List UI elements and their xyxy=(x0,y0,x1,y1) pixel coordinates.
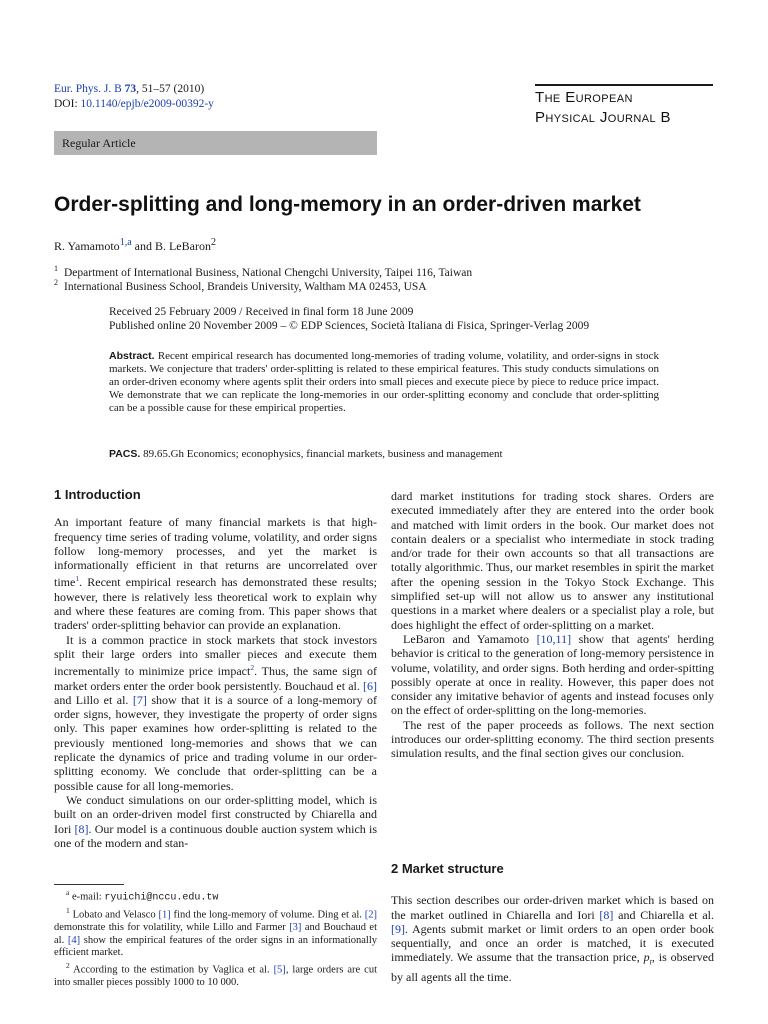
author-email: ryuichi@nccu.edu.tw xyxy=(104,892,219,904)
footnotes xyxy=(54,887,377,990)
author-list xyxy=(54,237,216,254)
footnote-1-ref[interactable]: 1 xyxy=(75,574,80,584)
pacs-label: PACS. xyxy=(109,448,141,460)
citation-8[interactable]: [8] xyxy=(74,821,89,836)
citation-block xyxy=(54,82,214,112)
doi-link[interactable]: 10.1140/epjb/e2009-00392-y xyxy=(80,98,214,110)
citation-8b[interactable]: [8] xyxy=(599,907,614,922)
section-2-heading: 2 Market structure xyxy=(391,861,504,876)
footnote-1: $^1$ Lobato and Velasco [1] find the long-memory of volume. Ding et al. [2] demonstrate this for volatility, while Lillo and Farmer [3] and Bouchaud et al. [4] show the empirical features of the order signs in an informationally efficient market. xyxy=(54,906,378,959)
footnote-a: $^a$ e-mail: ryuichi@nccu.edu.tw xyxy=(66,888,219,904)
citation-3[interactable]: [3] xyxy=(289,922,302,934)
left-column xyxy=(54,488,377,850)
pacs-text: 89.65.Gh Economics; econophysics, financial markets, business and management xyxy=(143,448,503,460)
journal-name-line1: The European xyxy=(535,89,633,106)
citation-4[interactable]: [4] xyxy=(67,934,81,946)
author-2-marks: 2 xyxy=(210,237,216,248)
received-dates: Received 25 February 2009 / Received in final form 18 June 2009 xyxy=(109,306,414,318)
doi-line: DOI: 10.1140/epjb/e2009-00392-y xyxy=(54,98,214,110)
author-1: R. Yamamoto xyxy=(54,239,120,253)
price-variable: p xyxy=(643,950,650,965)
intro-paragraph-2: It is a common practice in stock markets that stock investors split their large orders into smaller pieces and execute them incrementally to minimize price impact$^2$. Thus, the same sign of market orders enter the order book persistently. Bouchaud et al. [6] and Lillo et al. [7] show that it is a source of a long-memory of order signs, however, they investigate the property of order signs only. This paper examines how order-splitting is related to the previously mentioned long-memories and shows that we can replicate the dynamics of price and trading volume in our order-splitting economy. We conclude that order-splitting can be a possible cause for all long-memories. xyxy=(54,632,377,793)
intro-paragraph-4: LeBaron and Yamamoto [10,11] show that agents' herding behavior is critical to the generation of long-memory persistence in volume, volatility, and order signs. Both herding and order-spitting possibly operate at once in reality. However, this paper does not consider any imitative behavior of agents and instead focuses only on the effect of order-splitting on the long-memories. xyxy=(391,631,715,718)
citation-6[interactable]: [6] xyxy=(363,678,377,693)
citation-10-11[interactable]: [10,11] xyxy=(536,631,572,646)
author-2: and B. LeBaron xyxy=(134,239,211,253)
affiliation-1: $^1$ Department of International Business, National Chengchi University, Taipei 116, Taiwan xyxy=(54,264,473,279)
footnote-rule xyxy=(54,884,124,885)
published-line: Published online 20 November 2009 – © EDP Sciences, Società Italiana di Fisica, Springer-Verlag 2009 xyxy=(109,320,590,332)
citation-7[interactable]: [7] xyxy=(132,692,147,707)
market-paragraph-1: This section describes our order-driven market which is based on the market outlined in Chiarella and Iori [8] and Chiarella et al. [9]. Agents submit market or limit orders to an open order book sequentially, and once an order is matched, it is executed immediately. We assume that the transaction price, $p_t$, is observed by all agents all the time. xyxy=(391,893,714,985)
journal-rule xyxy=(535,84,713,86)
section-2 xyxy=(391,862,714,984)
intro-paragraph-1: An important feature of many financial markets is that high-frequency time series of trading volume, volatility, and order signs follow long-memory processes, and yet the market is informationally efficient in that returns are uncorrelated over time$^1$. Recent empirical research has demonstrated these results; however, there is relatively less theoretical work to explain why and where these features are coming from. This paper shows that traders' order-splitting behavior can provide an explanation. xyxy=(54,515,377,633)
abstract-label: Abstract. xyxy=(109,350,155,362)
affiliation-2: $^2$ International Business School, Brandeis University, Waltham MA 02453, USA xyxy=(54,278,427,293)
journal-reference xyxy=(54,82,214,97)
journal-name-line2: Physical Journal B xyxy=(535,109,671,126)
citation-5[interactable]: [5] xyxy=(273,964,286,976)
footnote-2-ref[interactable]: 2 xyxy=(250,663,255,673)
section-1-heading: 1 Introduction xyxy=(54,487,141,502)
journal-name xyxy=(535,88,671,128)
abstract-text: Recent empirical research has documented long-memories of trading volume, volatility, and order-signs in stock markets. We conjecture that traders' order-splitting is related to these empirical features. This study conducts simulations on an order-driven economy where agents split their orders into small pieces and execute piece by piece to reduce price impact. We demonstrate that we can replicate the long-memories in our order-splitting economy and conclude that order-splitting can be a possible cause for these empirical properties. xyxy=(109,350,660,414)
right-column xyxy=(391,489,714,761)
author-1-marks[interactable]: 1,a xyxy=(119,237,132,248)
citation-1[interactable]: [1] xyxy=(158,909,171,921)
intro-paragraph-3: We conduct simulations on our order-splitting model, which is built on an order-driven model first constructed by Chiarella and Iori [8]. Our model is a continuous double auction system which is one of the modern and stan- xyxy=(54,792,378,850)
article-type-banner: Regular Article xyxy=(54,131,377,155)
publication-dates xyxy=(109,305,589,333)
abstract xyxy=(109,350,659,415)
citation-9[interactable]: [9] xyxy=(391,921,405,936)
intro-paragraph-continued: dard market institutions for trading stock shares. Orders are executed immediately after they are entered into the order book and matched with limit orders in the book. Our market does not contain dealers or a specialist who intermediate in stock trading and/or trade for their own accounts so that all transactions are totally algorithmic. Thus, our market resembles in spirit the market after the opening session in the Tokyo Stock Exchange. This simplified set-up will not allow us to answer any institutional questions in a market where dealers or a specialist play a role, but does highlight the effect of order-splitting on a market. xyxy=(391,489,714,632)
pages-year: , 51–57 (2010) xyxy=(136,83,205,95)
intro-paragraph-5: The rest of the paper proceeds as follows. The next section introduces our order-splitting economy. The third section presents simulation results, and the final section gives our conclusion. xyxy=(391,717,714,761)
pacs-line xyxy=(109,448,503,460)
journal-reference-link[interactable]: Eur. Phys. J. B 73 xyxy=(54,83,137,95)
citation-2[interactable]: [2] xyxy=(364,909,378,921)
footnote-2: $^2$ According to the estimation by Vaglica et al. [5], large orders are cut into smaller pieces possibly 1000 to 10 000. xyxy=(54,960,378,989)
paper-title: Order-splitting and long-memory in an order-driven market xyxy=(54,193,641,216)
